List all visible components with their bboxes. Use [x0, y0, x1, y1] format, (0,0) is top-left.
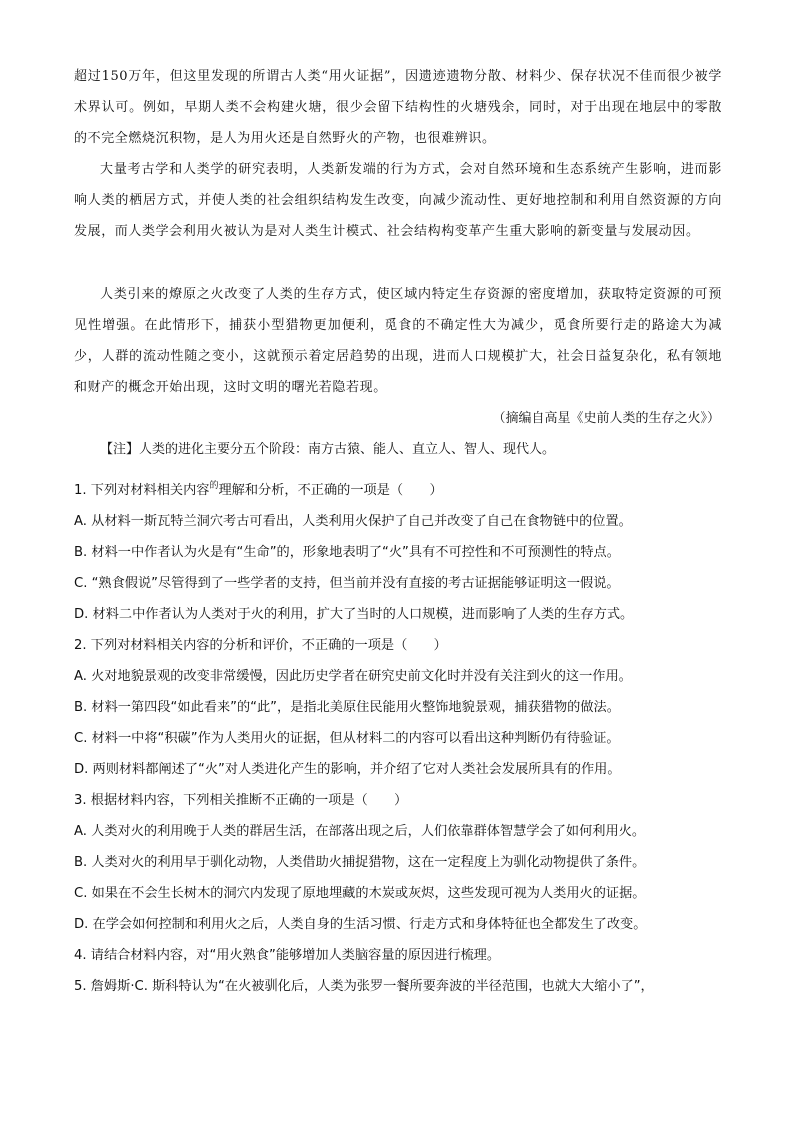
question-1-stem-superscript: 的	[209, 481, 219, 491]
passage-citation: （摘编自高星《史前人类的生存之火》）	[492, 411, 720, 426]
question-2-option-a: A. 火对地貌景观的改变非常缓慢，因此历史学者在研究史前文化时并没有关注到火的这一作用。	[74, 669, 632, 684]
question-3-option-b: B. 人类对火的利用早于驯化动物，人类借助火捕捉猎物，这在一定程度上为驯化动物提供了条件。	[74, 855, 646, 870]
question-2-option-c: C. 材料一中将“积碳”作为人类用火的证据，但从材料二的内容可以看出这种判断仍有待验证。	[74, 731, 620, 746]
question-1-option-b: B. 材料一中作者认为火是有“生命”的，形象地表明了“火”具有不可控性和不可预测性的特点。	[74, 545, 620, 560]
evolution-note: 【注】人类的进化主要分五个阶段：南方古猿、能人、直立人、智人、现代人。	[100, 442, 556, 457]
question-2-option-b: B. 材料一第四段“如此看来”的“此”，是指北美原住民能用火整饰地貌景观，捕获猎物的做法。	[74, 700, 620, 715]
question-2-stem: 2. 下列对材料相关内容的分析和评价，不正确的一项是（ ）	[74, 638, 447, 653]
question-4-stem: 4. 请结合材料内容，对“用火熟食”能够增加人类脑容量的原因进行梳理。	[74, 948, 501, 963]
question-1-stem-end: 理解和分析，不正确的一项是（ ）	[218, 483, 443, 498]
question-5-stem: 5. 詹姆斯·C. 斯科特认为“在火被驯化后，人类为张罗一餐所要奔波的半径范围，也就大大缩小了”，	[74, 979, 654, 994]
question-3-option-c: C. 如果在不会生长树木的洞穴内发现了原地埋藏的木炭或灰烬，这些发现可视为人类用火的证据。	[74, 886, 646, 901]
passage-paragraph-1: 超过150万年，但这里发现的所谓古人类“用火证据”，因遗迹遗物分散、材料少、保存状况不佳而很少被学术界认可。例如，早期人类不会构建火塘，很少会留下结构性的火塘残余，同时，对于出现在地层中的零散的不完全燃烧沉积物，是人为用火还是自然野火的产物，也很难辨识。	[74, 69, 722, 146]
question-1-option-c: C. “熟食假说”尽管得到了一些学者的支持，但当前并没有直接的考古证据能够证明这一假说。	[74, 576, 620, 591]
question-1-option-a: A. 从材料一斯瓦特兰洞穴考古可看出，人类利用火保护了自己并改变了自己在食物链中的位置。	[74, 514, 632, 529]
question-3-option-d: D. 在学会如何控制和利用火之后，人类自身的生活习惯、行走方式和身体特征也全都发生了改变。	[74, 917, 647, 932]
question-2-option-d: D. 两则材料都阐述了“火”对人类进化产生的影响，并介绍了它对人类社会发展所具有的作用。	[74, 762, 621, 777]
question-1-stem	[74, 481, 724, 502]
passage-paragraph-2: 大量考古学和人类学的研究表明，人类新发端的行为方式，会对自然环境和生态系统产生影响，进而影响人类的栖居方式，并使人类的社会组织结构发生改变，向减少流动性、更好地控制和利用自然资源的方向发展，而人类学会利用火被认为是对人类生计模式、社会结构构变革产生重大影响的新变量与发展动因。	[74, 162, 722, 239]
question-3-option-a: A. 人类对火的利用晚于人类的群居生活，在部落出现之后，人们依靠群体智慧学会了如何利用火。	[74, 824, 646, 839]
question-3-stem: 3. 根据材料内容，下列相关推断不正确的一项是（ ）	[74, 793, 408, 808]
passage-paragraph-3: 人类引来的燎原之火改变了人类的生存方式，使区域内特定生存资源的密度增加，获取特定资源的可预见性增强。在此情形下，捕获小型猎物更加便利，觅食的不确定性大为减少，觅食所要行走的路途大为减少，人群的流动性随之变小，这就预示着定居趋势的出现，进而人口规模扩大，社会日益复杂化，私有领地和财产的概念开始出现，这时文明的曙光若隐若现。	[74, 287, 722, 395]
question-1-stem-start: 1. 下列对材料相关内容	[74, 483, 210, 498]
question-1-option-d: D. 材料二中作者认为人类对于火的利用，扩大了当时的人口规模，进而影响了人类的生存方式。	[74, 607, 634, 622]
